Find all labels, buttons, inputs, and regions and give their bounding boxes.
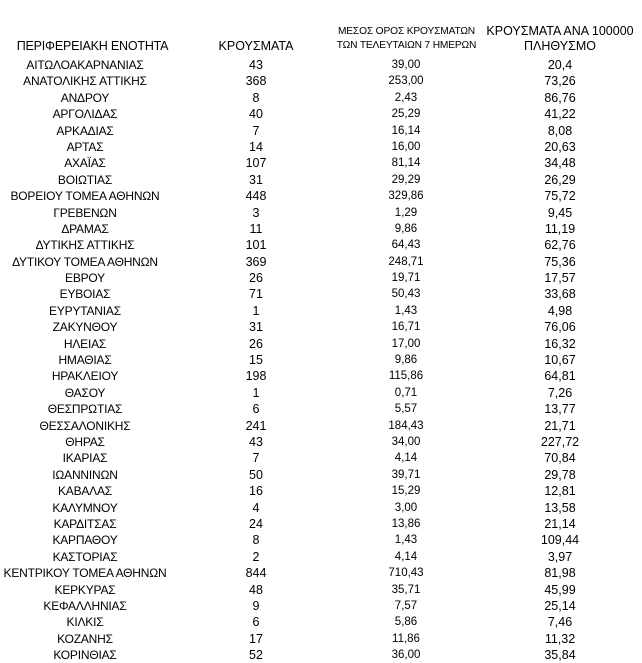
table-row <box>0 221 642 237</box>
cell-per-100000: 75,72 <box>544 189 576 204</box>
table-row <box>0 90 642 106</box>
cell-per-100000: 7,46 <box>547 615 573 630</box>
cell-region: ΔΥΤΙΚΗΣ ΑΤΤΙΚΗΣ <box>35 238 135 253</box>
cell-avg-7-days: 64,43 <box>391 239 421 252</box>
cell-region: ΚΑΛΥΜΝΟΥ <box>52 500 118 515</box>
cell-avg-7-days: 35,71 <box>391 583 421 596</box>
cell-avg-7-days: 248,71 <box>388 255 424 268</box>
table-row <box>0 500 642 516</box>
cell-cases: 1 <box>252 303 260 318</box>
table-row <box>0 172 642 188</box>
cell-cases: 14 <box>249 139 263 154</box>
table-row <box>0 303 642 319</box>
cell-cases: 26 <box>249 271 263 286</box>
table-row <box>0 73 642 89</box>
cell-region: ΘΕΣΠΡΩΤΙΑΣ <box>47 402 123 417</box>
cell-region: ΗΜΑΘΙΑΣ <box>58 353 112 368</box>
cell-avg-7-days: 16,71 <box>391 321 421 334</box>
table-row <box>0 352 642 368</box>
cell-avg-7-days: 50,43 <box>391 288 421 301</box>
cell-cases: 43 <box>249 58 263 72</box>
table-row <box>0 483 642 499</box>
cell-cases: 1 <box>252 385 260 400</box>
cell-per-100000: 81,98 <box>544 566 576 581</box>
cell-region: ΒΟΡΕΙΟΥ ΤΟΜΕΑ ΑΘΗΝΩΝ <box>10 189 160 204</box>
cell-per-100000: 64,81 <box>544 369 576 384</box>
table-row <box>0 155 642 171</box>
cell-region: ΓΡΕΒΕΝΩΝ <box>53 205 117 220</box>
cell-region: ΗΛΕΙΑΣ <box>63 336 107 351</box>
cell-region: ΚΑΡΔΙΤΣΑΣ <box>53 516 117 531</box>
cell-cases: 31 <box>249 320 263 335</box>
cell-avg-7-days: 9,86 <box>394 222 418 235</box>
table-row <box>0 582 642 598</box>
column-header-per-100000 <box>480 24 640 54</box>
cell-per-100000: 41,22 <box>544 107 576 122</box>
table-row <box>0 385 642 401</box>
table-row <box>0 549 642 565</box>
cell-cases: 844 <box>245 566 267 581</box>
cell-region: ΚΙΛΚΙΣ <box>66 615 104 630</box>
table-row <box>0 123 642 139</box>
table-row <box>0 286 642 302</box>
cell-cases: 7 <box>252 451 260 466</box>
cell-avg-7-days: 16,00 <box>391 140 421 153</box>
table-row <box>0 434 642 450</box>
cell-cases: 9 <box>252 598 260 613</box>
cell-cases: 11 <box>249 221 263 236</box>
cell-avg-7-days: 4,14 <box>394 452 418 465</box>
table-row <box>0 450 642 466</box>
cell-avg-7-days: 1,43 <box>394 534 418 547</box>
cell-region: ΑΝΔΡΟΥ <box>60 90 110 105</box>
cell-avg-7-days: 329,86 <box>388 190 424 203</box>
table-row <box>0 401 642 417</box>
cell-cases: 6 <box>252 615 260 630</box>
cell-region: ΖΑΚΥΝΘΟΥ <box>52 320 118 335</box>
cell-region: ΔΥΤΙΚΟΥ ΤΟΜΕΑ ΑΘΗΝΩΝ <box>12 254 158 269</box>
cell-cases: 71 <box>249 287 263 302</box>
table-header <box>0 0 642 58</box>
cell-per-100000: 45,99 <box>544 582 576 597</box>
cell-avg-7-days: 15,29 <box>391 485 421 498</box>
table-row <box>0 631 642 647</box>
table-row <box>0 614 642 630</box>
cell-cases: 368 <box>245 74 267 89</box>
cell-per-100000: 20,4 <box>547 58 573 72</box>
cell-region: ΒΟΙΩΤΙΑΣ <box>57 172 113 187</box>
cell-region: ΚΟΖΑΝΗΣ <box>57 631 113 646</box>
cell-cases: 26 <box>249 336 263 351</box>
table-row <box>0 254 642 270</box>
cell-per-100000: 20,63 <box>544 139 576 154</box>
cell-per-100000: 4,98 <box>547 303 573 318</box>
cell-avg-7-days: 16,14 <box>391 124 421 137</box>
cell-region: ΗΡΑΚΛΕΙΟΥ <box>51 369 119 384</box>
cell-avg-7-days: 710,43 <box>388 567 424 580</box>
cell-cases: 31 <box>249 172 263 187</box>
table-row <box>0 319 642 335</box>
cell-region: ΚΑΡΠΑΘΟΥ <box>52 533 118 548</box>
cell-avg-7-days: 4,14 <box>394 550 418 563</box>
table-body <box>0 57 642 663</box>
cell-avg-7-days: 5,86 <box>394 616 418 629</box>
cell-per-100000: 86,76 <box>544 90 576 105</box>
cell-per-100000: 76,06 <box>544 320 576 335</box>
cell-per-100000: 62,76 <box>544 238 576 253</box>
cell-avg-7-days: 39,00 <box>391 59 421 71</box>
cell-cases: 50 <box>249 467 263 482</box>
cell-per-100000: 35,84 <box>544 648 576 663</box>
cell-region: ΕΥΡΥΤΑΝΙΑΣ <box>49 303 121 318</box>
cell-region: ΔΡΑΜΑΣ <box>61 221 109 236</box>
column-header-avg-7-days <box>334 25 479 53</box>
cell-avg-7-days: 0,71 <box>394 386 418 399</box>
cell-region: ΑΙΤΩΛΟΑΚΑΡΝΑΝΙΑΣ <box>26 58 144 72</box>
cell-region: ΚΕΡΚΥΡΑΣ <box>54 582 116 597</box>
cell-cases: 3 <box>252 205 260 220</box>
cell-region: ΑΡΓΟΛΙΔΑΣ <box>52 107 118 122</box>
cell-cases: 15 <box>249 353 263 368</box>
column-header-avg-line2: ΤΩΝ ΤΕΛΕΥΤΑΙΩΝ 7 ΗΜΕΡΩΝ <box>336 40 477 51</box>
table-row <box>0 336 642 352</box>
cell-per-100000: 17,57 <box>544 271 576 286</box>
cell-avg-7-days: 39,71 <box>391 468 421 481</box>
column-header-region: ΠΕΡΙΦΕΡΕΙΑΚΗ ΕΝΟΤΗΤΑ <box>16 39 169 53</box>
cell-per-100000: 33,68 <box>544 287 576 302</box>
cell-per-100000: 227,72 <box>540 434 580 449</box>
table-row <box>0 106 642 122</box>
cell-avg-7-days: 13,86 <box>391 517 421 530</box>
cell-cases: 101 <box>245 238 267 253</box>
table-row <box>0 516 642 532</box>
cell-region: ΙΩΑΝΝΙΝΩΝ <box>52 467 118 482</box>
table-row <box>0 647 642 663</box>
cell-per-100000: 70,84 <box>544 451 576 466</box>
cell-region: ΑΡΚΑΔΙΑΣ <box>56 123 114 138</box>
cell-region: ΕΒΡΟΥ <box>65 271 105 286</box>
table-row <box>0 532 642 548</box>
cell-cases: 8 <box>252 533 260 548</box>
cell-cases: 369 <box>245 254 267 269</box>
cell-region: ΑΡΤΑΣ <box>66 139 104 154</box>
cell-avg-7-days: 81,14 <box>391 157 421 170</box>
cell-region: ΚΑΒΑΛΑΣ <box>57 484 113 499</box>
cell-region: ΚΕΦΑΛΛΗΝΙΑΣ <box>43 598 127 613</box>
cell-per-100000: 75,36 <box>544 254 576 269</box>
table-row <box>0 368 642 384</box>
cell-avg-7-days: 1,29 <box>394 206 418 219</box>
table-row <box>0 188 642 204</box>
cell-cases: 48 <box>249 582 263 597</box>
cell-avg-7-days: 184,43 <box>388 419 424 432</box>
cell-cases: 4 <box>252 500 260 515</box>
cell-region: ΘΕΣΣΑΛΟΝΙΚΗΣ <box>39 418 131 433</box>
cell-avg-7-days: 11,86 <box>392 632 420 645</box>
table-row <box>0 467 642 483</box>
cell-per-100000: 25,14 <box>544 598 576 613</box>
cell-per-100000: 10,67 <box>544 353 576 368</box>
cell-region: ΚΟΡΙΝΘΙΑΣ <box>53 648 117 663</box>
table-row <box>0 418 642 434</box>
cell-cases: 8 <box>252 90 260 105</box>
cell-per-100000: 11,32 <box>544 631 576 646</box>
cell-per-100000: 13,77 <box>544 402 576 417</box>
cell-cases: 7 <box>252 123 260 138</box>
cell-cases: 198 <box>245 369 267 384</box>
table-row <box>0 598 642 614</box>
cell-cases: 43 <box>249 434 263 449</box>
cell-avg-7-days: 34,00 <box>391 435 421 448</box>
cell-cases: 16 <box>249 484 263 499</box>
column-header-cases: ΚΡΟΥΣΜΑΤΑ <box>218 39 294 53</box>
cell-cases: 52 <box>249 648 263 663</box>
cell-per-100000: 26,29 <box>544 172 576 187</box>
cell-avg-7-days: 253,00 <box>388 75 424 88</box>
cell-per-100000: 9,45 <box>547 205 573 220</box>
cell-cases: 241 <box>245 418 267 433</box>
cell-per-100000: 8,08 <box>547 123 573 138</box>
cell-region: ΑΧΑΪΑΣ <box>64 156 106 171</box>
cell-per-100000: 109,44 <box>540 533 580 548</box>
cell-per-100000: 73,26 <box>544 74 576 89</box>
cell-avg-7-days: 19,71 <box>391 272 421 285</box>
cell-avg-7-days: 1,43 <box>394 304 418 317</box>
cell-region: ΙΚΑΡΙΑΣ <box>62 451 108 466</box>
cell-cases: 24 <box>249 516 263 531</box>
column-header-per-line1: ΚΡΟΥΣΜΑΤΑ ΑΝΑ 100000 <box>486 24 634 38</box>
cell-cases: 17 <box>249 631 263 646</box>
table-row <box>0 565 642 581</box>
cell-per-100000: 7,26 <box>547 385 573 400</box>
cell-avg-7-days: 25,29 <box>391 108 421 121</box>
cell-per-100000: 12,81 <box>544 484 576 499</box>
cell-per-100000: 21,71 <box>544 418 576 433</box>
cell-avg-7-days: 115,86 <box>388 370 424 383</box>
cell-cases: 448 <box>245 189 267 204</box>
cell-avg-7-days: 5,57 <box>394 403 418 416</box>
cell-per-100000: 16,32 <box>544 336 576 351</box>
cell-avg-7-days: 9,86 <box>394 354 418 367</box>
cell-cases: 6 <box>252 402 260 417</box>
cell-region: ΘΑΣΟΥ <box>64 385 106 400</box>
cell-cases: 2 <box>252 549 260 564</box>
cell-region: ΚΕΝΤΡΙΚΟΥ ΤΟΜΕΑ ΑΘΗΝΩΝ <box>3 566 167 581</box>
table-row <box>0 205 642 221</box>
cell-avg-7-days: 3,00 <box>394 501 418 514</box>
cell-region: ΕΥΒΟΙΑΣ <box>59 287 111 302</box>
cell-avg-7-days: 29,29 <box>391 173 421 186</box>
cell-per-100000: 29,78 <box>544 467 576 482</box>
cell-avg-7-days: 7,57 <box>394 599 418 612</box>
cell-per-100000: 13,58 <box>544 500 576 515</box>
cell-region: ΚΑΣΤΟΡΙΑΣ <box>52 549 118 564</box>
column-header-per-line2: ΠΛΗΘΥΣΜΟ <box>524 39 596 53</box>
cell-avg-7-days: 17,00 <box>391 337 421 350</box>
cell-avg-7-days: 2,43 <box>394 91 418 104</box>
cell-per-100000: 34,48 <box>544 156 576 171</box>
cell-per-100000: 3,97 <box>547 549 573 564</box>
cell-cases: 107 <box>245 156 267 171</box>
table-row <box>0 270 642 286</box>
cell-cases: 40 <box>249 107 263 122</box>
table-row <box>0 57 642 73</box>
cell-avg-7-days: 36,00 <box>391 649 421 662</box>
cell-region: ΑΝΑΤΟΛΙΚΗΣ ΑΤΤΙΚΗΣ <box>23 74 147 89</box>
table-row <box>0 237 642 253</box>
table-row <box>0 139 642 155</box>
cell-region: ΘΗΡΑΣ <box>65 434 105 449</box>
column-header-avg-line1: ΜΕΣΟΣ ΟΡΟΣ ΚΡΟΥΣΜΑΤΩΝ <box>337 26 476 37</box>
cell-per-100000: 21,14 <box>544 516 576 531</box>
cell-per-100000: 11,19 <box>544 221 576 236</box>
